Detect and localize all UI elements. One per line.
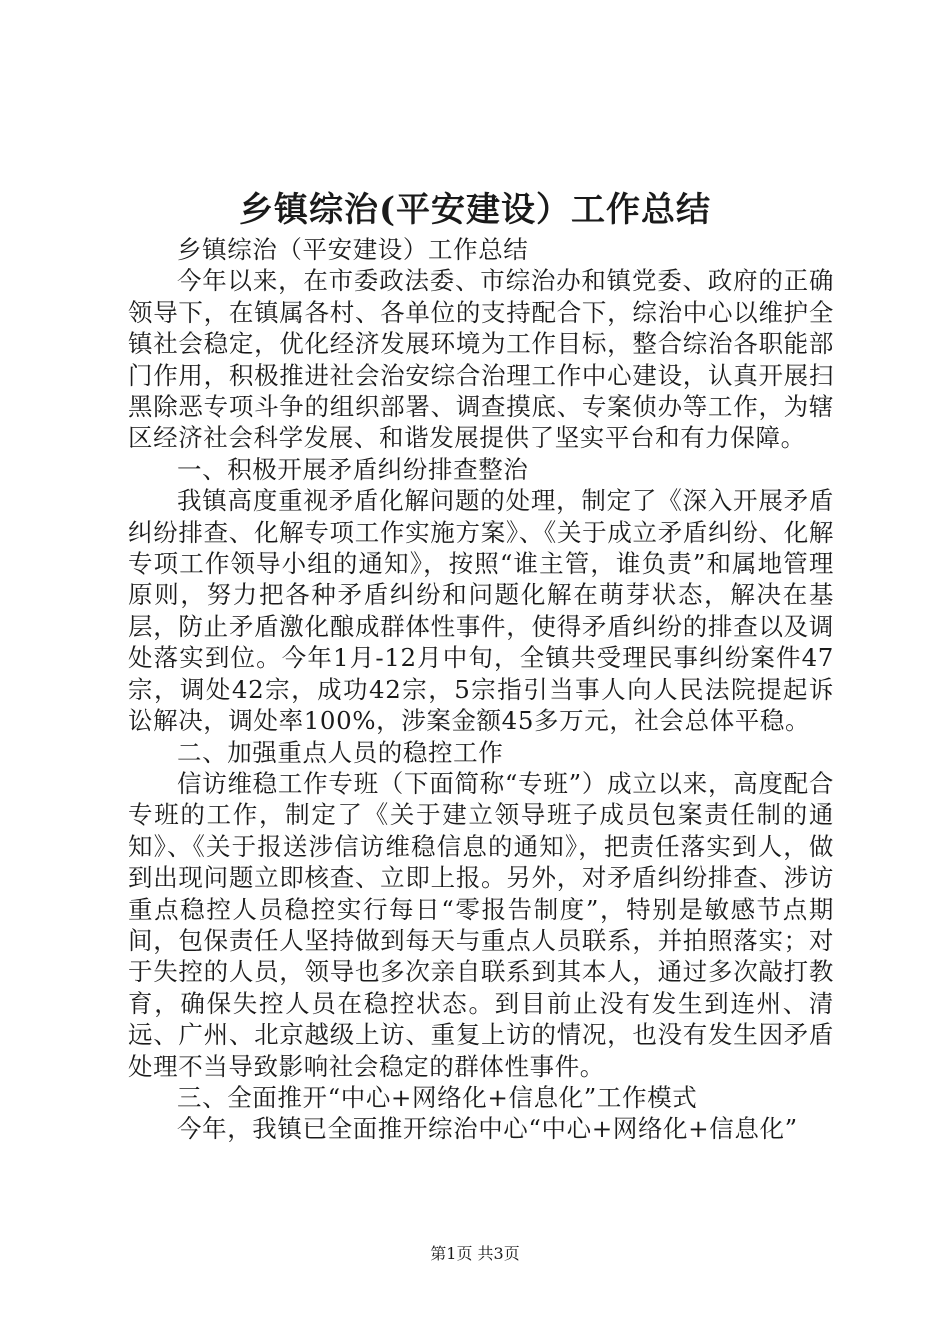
section-2-paragraph: 信访维稳工作专班（下面简称“专班”）成立以来，高度配合专班的工作，制定了《关于建立领导班子成员包案责任制的通知》、《关于报送涉信访维稳信息的通知》，把责任落实到人，做到出现问题立即核查、立即上报。另外，对矛盾纠纷排查、涉访重点稳控人员稳控实行每日“零报告制度”，特别是敏感节点期间，包保责任人坚持做到每天与重点人员联系，并拍照落实；对于失控的人员，领导也多次亲自联系到其本人，通过多次敲打教育，确保失控人员在稳控状态。到目前止没有发生到连州、清远、广州、北京越级上访、重复上访的情况，也没有发生因矛盾处理不当导致影响社会稳定的群体性事件。 <box>128 768 834 1081</box>
document-title: 乡镇综治(平安建设）工作总结 <box>238 190 712 230</box>
document-body <box>128 234 834 1145</box>
subtitle-paragraph: 乡镇综治（平安建设）工作总结 <box>177 235 529 264</box>
section-heading-2: 二、加强重点人员的稳控工作 <box>177 737 504 767</box>
intro-paragraph: 今年以来，在市委政法委、市综治办和镇党委、政府的正确领导下，在镇属各村、各单位的支持配合下，综治中心以维护全镇社会稳定，优化经济发展环境为工作目标，整合综治各职能部门作用，积极推进社会治安综合治理工作中心建设，认真开展扫黑除恶专项斗争的组织部署、调查摸底、专案侦办等工作，为辖区经济社会科学发展、和谐发展提供了坚实平台和有力保障。 <box>128 266 834 453</box>
page-footer: 第1页 共3页 <box>430 1244 520 1263</box>
section-3-paragraph: 今年，我镇已全面推开综治中心“中心+网络化+信息化” <box>177 1114 798 1144</box>
section-1-paragraph: 我镇高度重视矛盾化解问题的处理，制定了《深入开展矛盾纠纷排查、化解专项工作实施方案》、《关于成立矛盾纠纷、化解专项工作领导小组的通知》，按照“谁主管，谁负责”和属地管理原则，努力把各种矛盾纠纷和问题化解在萌芽状态，解决在基层，防止矛盾激化酿成群体性事件，使得矛盾纠纷的排查以及调处落实到位。今年1月-12月中旬，全镇共受理民事纠纷案件47宗，调处42宗，成功42宗，5宗指引当事人向人民法院提起诉讼解决，调处率100%，涉案金额45多万元，社会总体平稳。 <box>128 486 834 736</box>
section-heading-3: 三、全面推开“中心+网络化+信息化”工作模式 <box>177 1082 698 1112</box>
section-heading-1: 一、积极开展矛盾纠纷排查整治 <box>177 454 529 484</box>
